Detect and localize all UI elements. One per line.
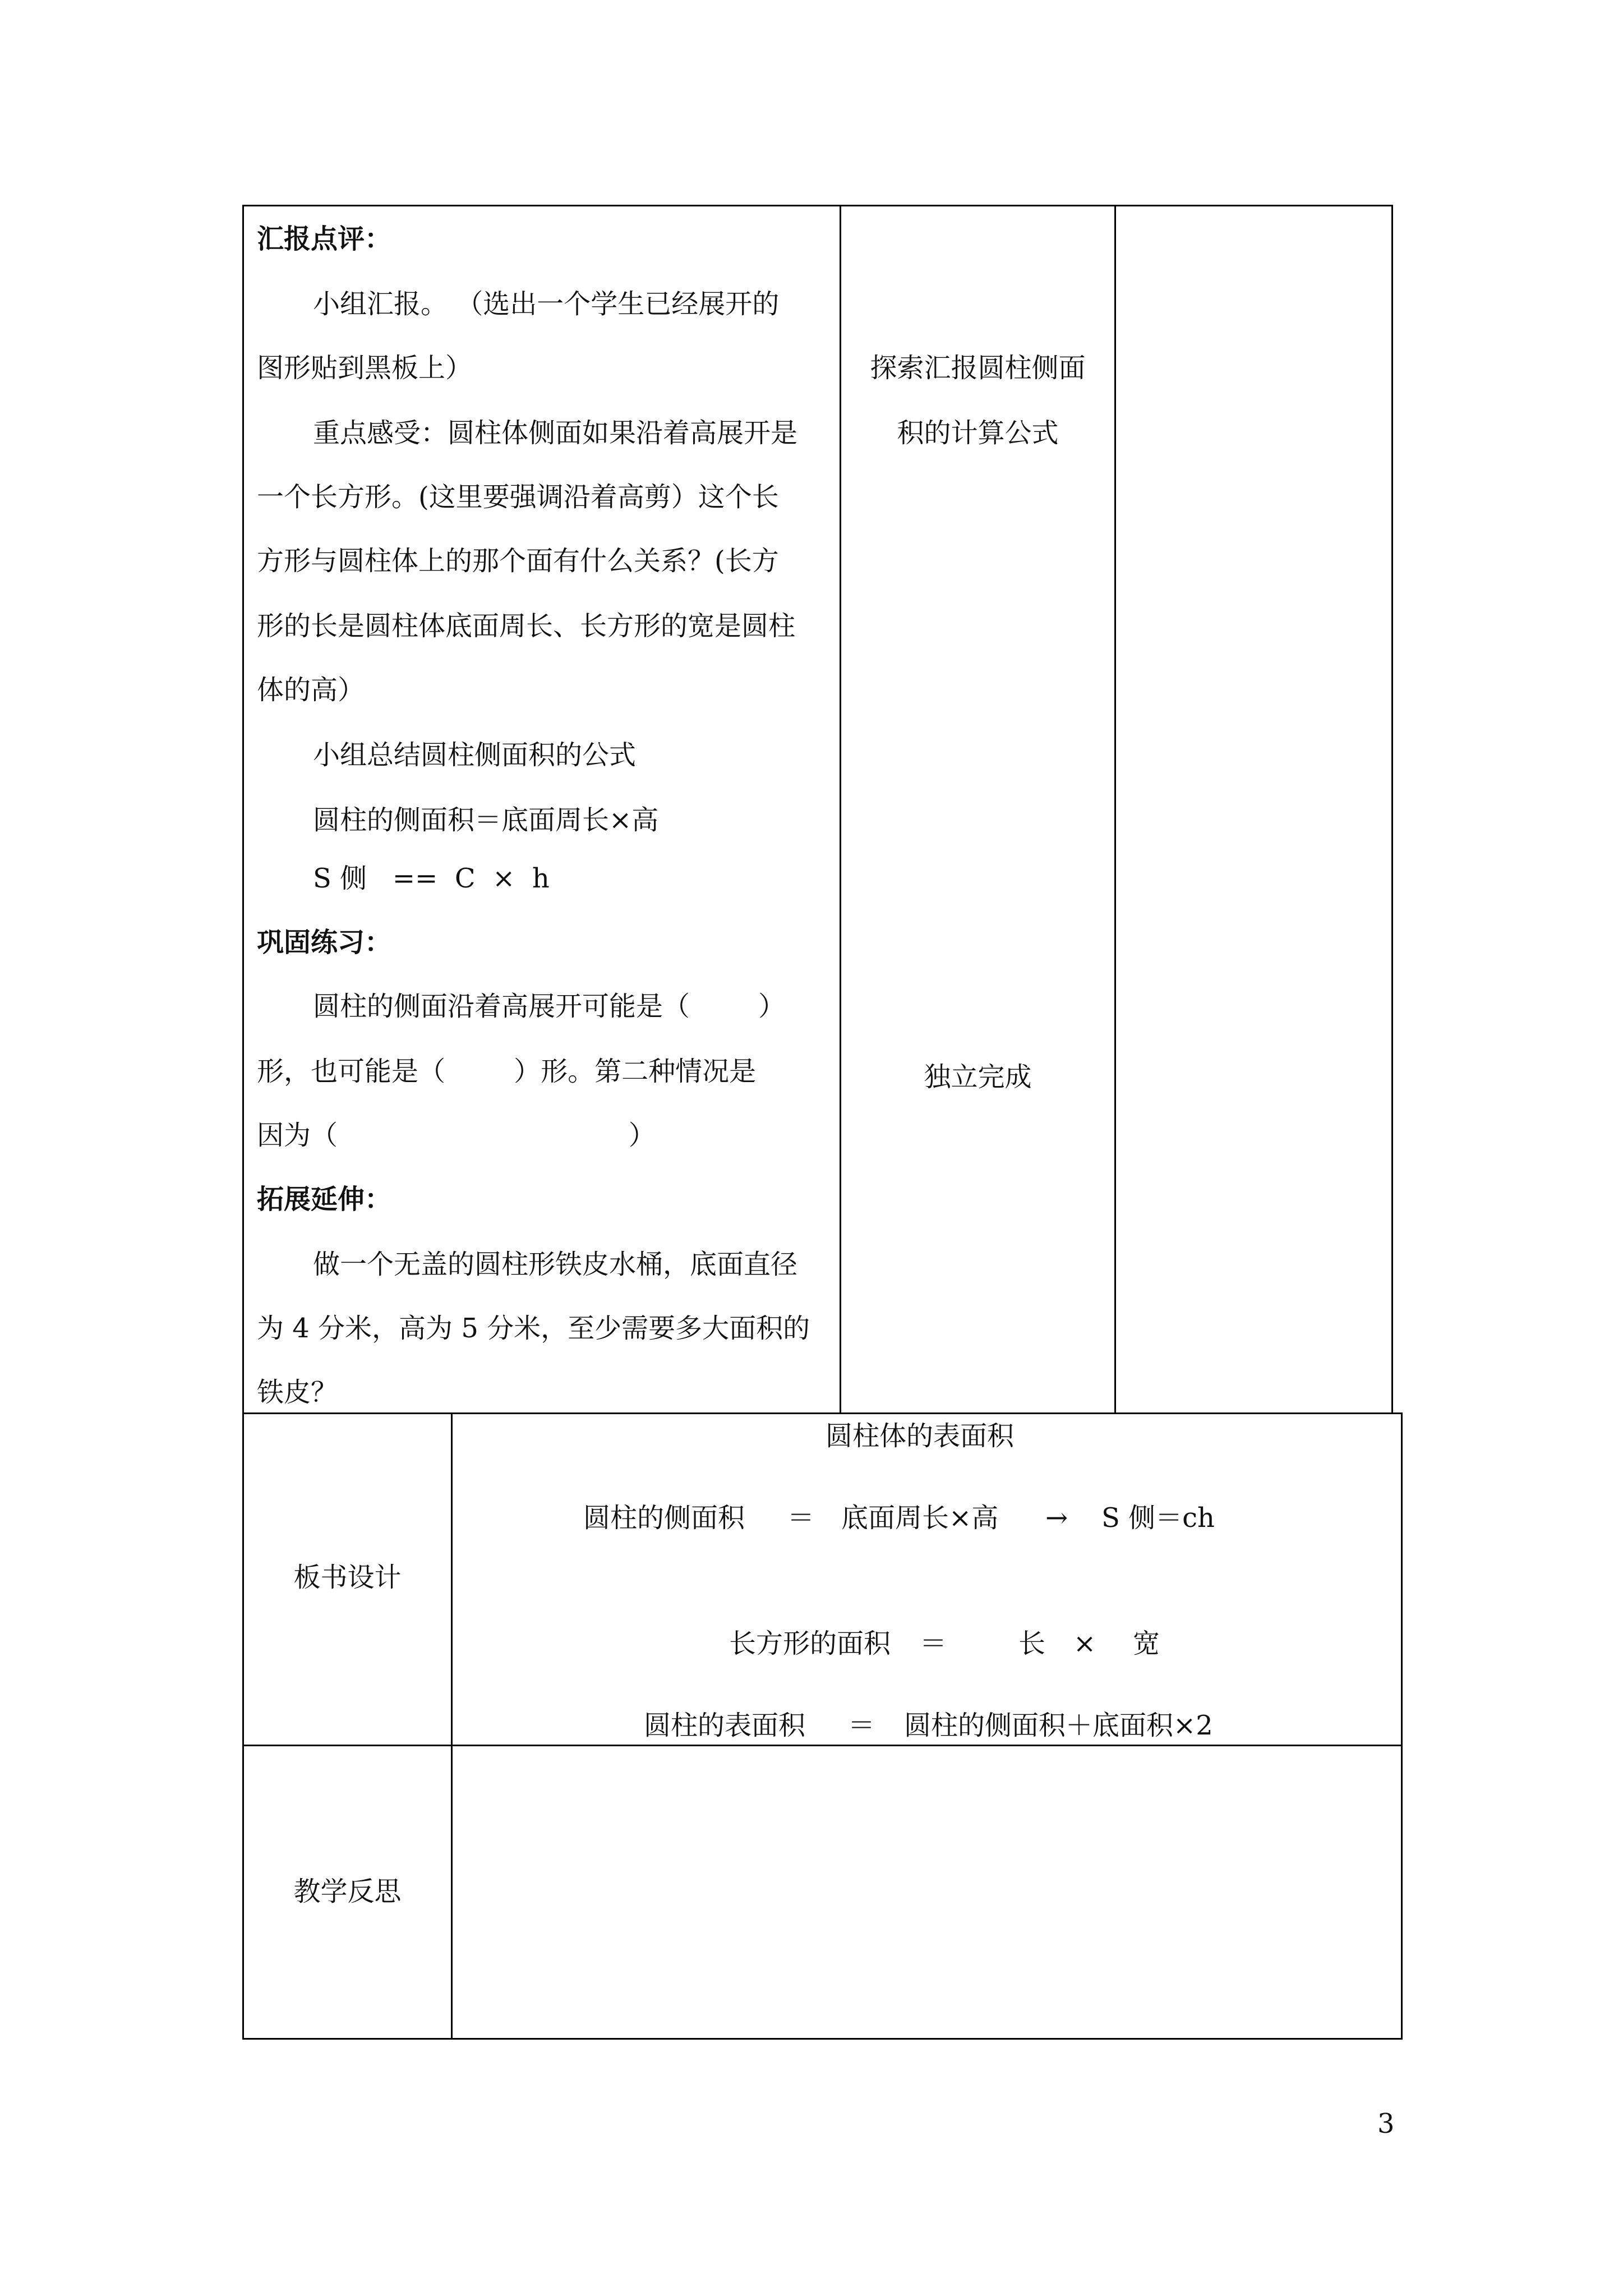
- summary-line: 小组总结圆柱侧面积的公式: [313, 739, 637, 771]
- board-lateral-label: 圆柱的侧面积: [583, 1502, 745, 1534]
- lower-table-bottom-border: [242, 2038, 1403, 2040]
- activity-independent: 独立完成: [924, 1061, 1032, 1093]
- board-eq-1: ＝: [787, 1502, 815, 1534]
- extend-line-1: 做一个无盖的圆柱形铁皮水桶，底面直径: [313, 1249, 798, 1280]
- upper-table-col-divider-1: [840, 205, 841, 1414]
- board-times: ×: [1073, 1628, 1096, 1659]
- board-rect-width: 宽: [1133, 1628, 1160, 1659]
- report-heading: 汇报点评：: [257, 223, 392, 255]
- board-lateral-value: 底面周长×高: [841, 1502, 999, 1534]
- practice-line-3: 因为（ ）: [257, 1120, 656, 1151]
- board-rect-length: 长: [1018, 1628, 1046, 1659]
- formula-symbol: S 侧 == C × h: [313, 863, 550, 894]
- extend-line-2: 为 4 分米，高为 5 分米，至少需要多大面积的: [257, 1313, 810, 1344]
- activity-explore-line-2: 积的计算公式: [897, 417, 1059, 449]
- lower-table-right-border: [1401, 1412, 1403, 2040]
- board-rect-label: 长方形的面积: [729, 1628, 891, 1659]
- lower-table-left-border: [242, 1412, 244, 2040]
- report-line-1: 小组汇报。 （选出一个学生已经展开的: [313, 288, 780, 320]
- upper-table-col-divider-2: [1114, 205, 1116, 1414]
- board-eq-2: ＝: [920, 1628, 947, 1659]
- board-surface-value: 圆柱的侧面积＋底面积×2: [904, 1710, 1213, 1741]
- practice-heading: 巩固练习：: [257, 927, 392, 958]
- activity-explore-line-1: 探索汇报圆柱侧面: [870, 352, 1086, 384]
- feel-line-2: 一个长方形。(这里要强调沿着高剪）这个长: [257, 481, 779, 513]
- feel-line-5: 体的高）: [257, 674, 365, 706]
- feel-line-4: 形的长是圆柱体底面周长、长方形的宽是圆柱: [257, 610, 796, 642]
- lower-table-col-divider: [451, 1412, 453, 2040]
- board-lateral-symbol: S 侧＝ch: [1101, 1502, 1215, 1534]
- upper-table-right-border: [1391, 205, 1393, 1414]
- feel-line-1: 重点感受：圆柱体侧面如果沿着高展开是: [313, 417, 798, 449]
- extend-line-3: 铁皮？: [257, 1377, 338, 1408]
- board-arrow: →: [1045, 1502, 1068, 1534]
- formula-text: 圆柱的侧面积＝底面周长×高: [313, 804, 659, 836]
- extend-heading: 拓展延伸：: [257, 1184, 392, 1215]
- report-line-2: 图形贴到黑板上）: [257, 352, 473, 384]
- lower-table-top-border: [242, 1412, 1403, 1414]
- board-eq-3: ＝: [848, 1710, 875, 1741]
- lower-table-row-divider: [242, 1745, 1403, 1746]
- board-design-label: 板书设计: [293, 1562, 402, 1593]
- board-surface-label: 圆柱的表面积: [644, 1710, 806, 1741]
- practice-line-1: 圆柱的侧面沿着高展开可能是（ ）: [313, 991, 786, 1022]
- page-number: 3: [1377, 2108, 1395, 2139]
- feel-line-3: 方形与圆柱体上的那个面有什么关系？(长方: [257, 545, 779, 577]
- reflection-label: 教学反思: [293, 1876, 402, 1907]
- upper-table-left-border: [242, 205, 244, 1414]
- board-title: 圆柱体的表面积: [826, 1420, 1015, 1452]
- practice-line-2: 形，也可能是（ ）形。第二种情况是: [257, 1056, 757, 1087]
- upper-table-top-border: [242, 205, 1393, 206]
